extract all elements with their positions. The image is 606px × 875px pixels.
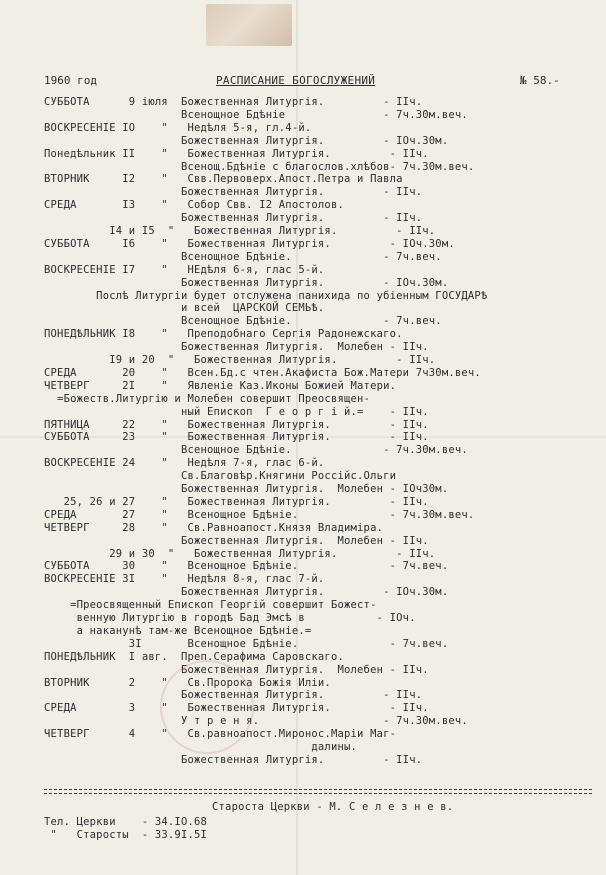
schedule-line: Понедѣльник II " Божественная Литургiя. - IIч.: [44, 147, 429, 160]
schedule-line: ВТОРНИК 2 " Св.Пророка Божiя Илiи.: [44, 676, 331, 689]
schedule-line: Божественная Литургiя. Молебен - IIч.: [44, 341, 429, 354]
document-title: РАСПИСАНИЕ БОГОСЛУЖЕНИЙ: [216, 74, 376, 87]
year-label: 1960 год: [44, 74, 97, 87]
schedule-line: 29 и 30 " Божественная Литургiя. - IIч.: [44, 547, 436, 560]
schedule-line: Божественная Литургiя. - IIч.: [44, 689, 423, 702]
schedule-line: СУББОТА 30 " Всенощное Бдѣнiе. - 7ч.веч.: [44, 560, 449, 573]
schedule-line: ВОСКРЕСЕНIЕ I7 " НЕдѣля 6-я, глас 5-й.: [44, 263, 325, 276]
schedule-line: и всей ЦАРСКОЙ СЕМЬѢ.: [44, 302, 325, 315]
tape-strip: [206, 4, 292, 46]
divider-line-2: [44, 793, 592, 794]
schedule-line: ПЯТНИЦА 22 " Божественная Литургiя. - IIч.: [44, 418, 429, 431]
schedule-line: ЧЕТВЕРГ 2I " Явленiе Каз.Иконы Божией Матери.: [44, 379, 397, 392]
schedule-line: I9 и 20 " Божественная Литургiя. - IIч.: [44, 354, 436, 366]
schedule-line: 25, 26 и 27 " Божественная Литургiя. - IIч.: [44, 495, 429, 508]
schedule-line: Божественная Литургiя. Молебен - IOч30м.: [44, 483, 449, 495]
divider-line: [44, 789, 592, 790]
schedule-line: Божественная Литургiя. Молебен - IIч.: [44, 663, 429, 676]
schedule-line: ВТОРНИК I2 " Свв.Первоверх.Апост.Петра и Павла: [44, 173, 403, 186]
schedule-line: СРЕДА 20 " Всен.Бд.с чтен.Акафиста Бож.Матери 7ч30м.веч.: [44, 366, 481, 379]
schedule-line: Всенощное Бдѣнiе. - 7ч.веч.: [44, 315, 442, 328]
schedule-line: Св.Благовѣр.Княгини Россiйс.Ольги: [44, 470, 397, 483]
schedule-line: =Преосвященный Епископ Георгiй совершит Божест-: [44, 599, 377, 612]
schedule-line: Божественная Литургiя. - IIч.: [44, 212, 423, 225]
schedule-line: СРЕДА 3 " Божественная Литургiя. - IIч.: [44, 702, 429, 715]
schedule-line: ный Епископ Г е о р г i й.= - IIч.: [44, 405, 429, 418]
schedule-line: СРЕДА 27 " Всенощное Бдѣнiе. - 7ч.30м.веч.: [44, 508, 475, 521]
schedule-line: 3I Всенощное Бдѣнiе. - 7ч.веч.: [44, 637, 449, 650]
warden-phone: " Старосты - 33.9I.5I: [44, 829, 208, 841]
schedule-line: I4 и I5 " Божественная Литургiя. - IIч.: [44, 225, 436, 237]
schedule-line: СУББОТА I6 " Божественная Литургiя. - IOч.30м.: [44, 237, 455, 250]
schedule-line: Божественная Литургiя. - IOч.30м.: [44, 586, 449, 599]
schedule-line: СУББОТА 23 " Божественная Литургiя. - IIч.: [44, 431, 429, 444]
warden-line: Староста Церкви - М. С е л е з н е в.: [212, 801, 454, 813]
schedule-line: Божественная Литургiя. - IIч.: [44, 186, 423, 199]
schedule-line: Божественная Литургiя. Молебен - IIч.: [44, 534, 429, 547]
schedule-line: Божественная Литургiя. - IOч.30м.: [44, 134, 449, 147]
schedule-line: СУББОТА 9 iюля Божественная Литургiя. - IIч.: [44, 96, 423, 108]
schedule-line: СРЕДА I3 " Собор Свв. I2 Апостолов.: [44, 199, 344, 212]
schedule-line: ВОСКРЕСЕНIЕ IO " Недѣля 5-я, гл.4-й.: [44, 121, 312, 134]
schedule-line: Всенощное Бдѣнiе - 7ч.30м.веч.: [44, 108, 468, 121]
schedule-line: Послѣ Литургiи будет отслужена панихида по убiенным ГОСУДАРѢ: [44, 289, 488, 302]
schedule-line: венную Литургiю в городѣ Бад Эмсѣ в - IOч.: [44, 612, 416, 624]
document-number: № 58.-: [520, 74, 560, 87]
schedule-line: Всенощное Бдѣнiе. - 7ч.веч.: [44, 250, 442, 263]
schedule-line: У т р е н я. - 7ч.30м.веч.: [44, 715, 468, 728]
schedule-line: ПОНЕДѢЛЬНИК I8 " Преподобнаго Сергiя Радонежскаго.: [44, 328, 403, 341]
schedule-line: Божественная Литургiя. - IOч.30м.: [44, 276, 449, 289]
schedule-line: ПОНЕДѢЛЬНИК I авг. Преп.Серафима Саровскаго.: [44, 650, 344, 663]
schedule-line: ВОСКРЕСЕНIЕ 3I " Недѣля 8-я, глас 7-й.: [44, 573, 325, 586]
schedule-line: а наканунѣ там-же Всенощное Бдѣнiе.=: [44, 624, 312, 637]
schedule-line: =Божеств.Литургiю и Молебен совершит Преосвящен-: [44, 392, 371, 405]
schedule-line: Всенощ.Бдѣнiе с благослов.хлѣбов- 7ч.30м.веч.: [44, 160, 475, 173]
schedule-line: Божественная Литургiя. - IIч.: [44, 753, 423, 766]
schedule-line: ВОСКРЕСЕНIЕ 24 " Недѣля 7-я, глас 6-й.: [44, 457, 325, 470]
church-phone: Тел. Церкви - 34.IO.68: [44, 816, 208, 828]
schedule-line: ЧЕТВЕРГ 4 " Св.равноапост.Миронос.Марiи Маг-: [44, 728, 397, 741]
schedule-line: Всенощное Бдѣнiе. - 7ч.30м.веч.: [44, 444, 468, 457]
schedule-line: ЧЕТВЕРГ 28 " Св.Равноапост.Князя Владимiра.: [44, 521, 384, 534]
schedule-line: далины.: [44, 741, 358, 753]
